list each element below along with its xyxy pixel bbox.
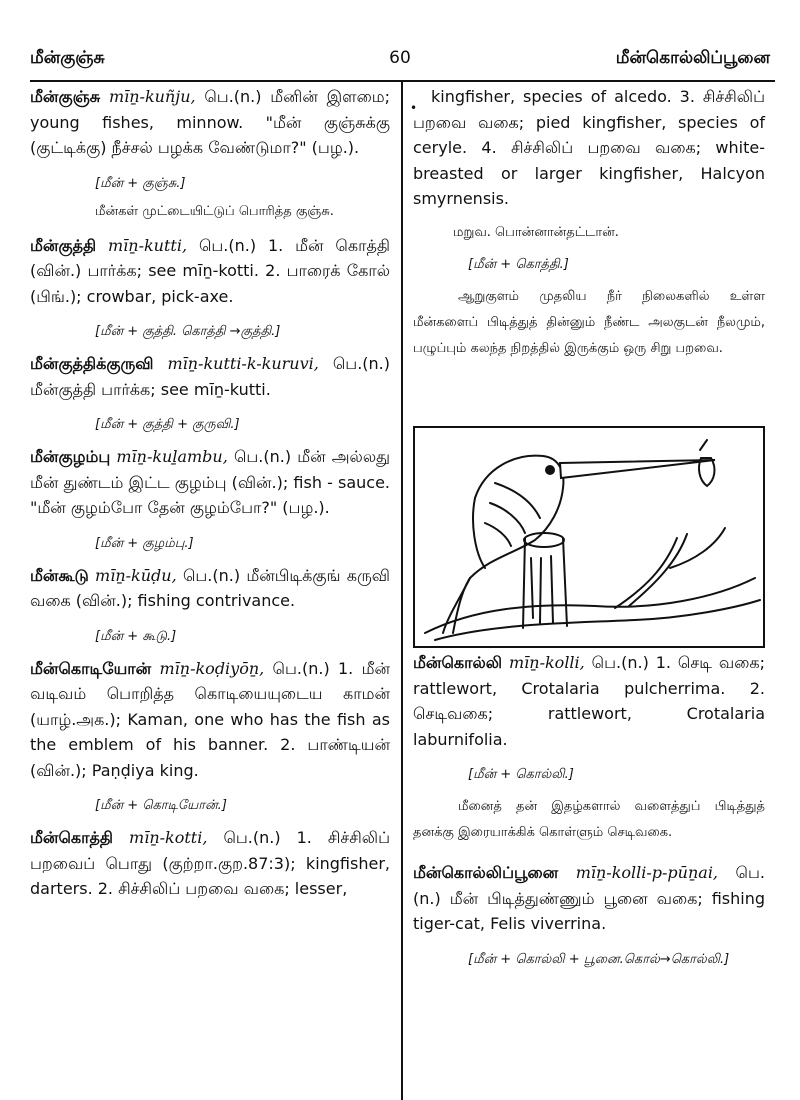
derivation: [மீன் + கொடியோன்.] [95,798,227,813]
entry [30,825,390,902]
definition: பெ.(n.) மீன்குத்தி பார்க்க; see mīṉ-kutti. [30,354,390,399]
right-column-lower [413,650,765,979]
headword: மீன்குஞ்சு [30,87,101,106]
entry [30,656,390,784]
note: மீனைத் தன் இதழ்களால் வளைத்துப் பிடித்துத் தனக்கு இரையாக்கிக் கொள்ளும் செடிவகை. [413,799,765,840]
entry [30,563,390,614]
definition: பெ.(n.) மீனின் இளமை; young fishes, minnow. "மீன் குஞ்சுக்கு (குட்டிக்கு) நீச்சல் பழக்க வேண்டுமா?" (பழ.). [30,87,390,157]
headword: மீன்கொத்தி [30,828,114,847]
headword: மீன்கொடியோன் [30,658,152,678]
entry [413,650,765,752]
headword: மீன்கொல்லி [413,653,503,672]
synonym: மறுவ. பொன்னான்தட்டான். [453,224,619,240]
derivation: [மீன் + குத்தி. கொத்தி →குத்தி.] [95,324,281,339]
transliteration: mīṉ-kolli-p-pūṉai, [575,863,719,882]
definition: பெ.(n.) 1. சிச்சிலிப் பறவைப் பொது (குற்றா.குற.87:3); kingfisher, darters. 2. சிச்சிலிப் பறவை வகை; lesser, [30,828,390,898]
transliteration: mīṉ-kutti-k-kuruvi, [167,354,319,373]
transliteration: mīṉ-kotti, [129,828,208,847]
derivation: [மீன் + கொல்லி + பூனை.கொல்→கொல்லி.] [468,951,730,967]
left-column [30,84,390,902]
transliteration: mīṉ-koḍiyōṉ, [159,658,265,678]
derivation: [மீன் + குத்தி + குருவி.] [95,417,240,432]
headword: மீன்குத்திக்குருவி [30,354,154,373]
headword: மீன்குழம்பு [30,447,111,466]
note: ஆறுகுளம் முதலிய நீர் நிலைகளில் உள்ள மீன்களைப் பிடித்துத் தின்னும் நீண்ட அலகுடன் நீலமும், பழுப்பும் கலந்த நிறத்தில் இருக்கும் ஒரு சிறு பறவை. [413,288,765,356]
right-column [413,84,765,362]
transliteration: mīṉ-kolli, [508,653,585,672]
transliteration: mīṉ-kūḍu, [95,565,177,585]
derivation: [மீன் + கூடு.] [95,628,177,644]
kingfisher-illustration [413,426,765,648]
header-left-guideword: மீன்குஞ்சு [30,48,105,68]
derivation: [மீன் + குழம்பு.] [95,535,194,551]
definition: பெ.(n.) மீன்பிடிக்குங் கருவி வகை (வின்.); fishing contrivance. [30,565,391,610]
column-divider [401,80,403,1100]
transliteration: mīṉ-kuḻambu, [116,447,228,466]
definition: பெ.(n.) 1. மீன் வடிவம் பொறித்த கொடியையுடைய காமன் (யாழ்.அக.); Kaman, one who has the fish as the emblem of his banner. 2. பாண்டியன் (வின்.); Paṇḍiya king. [30,658,391,780]
entry [413,860,765,937]
kingfisher-illustration-icon [415,428,763,646]
headword: மீன்கொல்லிப்பூனை [413,863,559,882]
entry [30,351,390,402]
page-number: 60 [389,48,411,68]
entry-continuation: kingfisher, species of alcedo. 3. சிச்சிலிப் பறவை வகை; pied kingfisher, species of ceryle. 4. சிச்சிலிப் பறவை வகை; white-breasted or larger kingfisher, Halcyon smyrnensis. [413,87,765,208]
derivation: [மீன் + குஞ்சு.] [95,175,186,191]
header-right-guideword: மீன்கொல்லிப்பூனை [615,48,770,68]
transliteration: mīṉ-kutti, [107,235,188,255]
headword: மீன்கூடு [30,565,89,585]
entry [30,444,390,521]
note: மீன்கள் முட்டையிட்டுப் பொரித்த குஞ்சு. [95,203,334,219]
derivation: [மீன் + கொத்தி.] [468,256,569,272]
entry [30,233,390,310]
derivation: [மீன் + கொல்லி.] [468,767,574,782]
headword: மீன்குத்தி [30,235,97,255]
entry [30,84,390,161]
definition: பெ.(n.) மீன் அல்லது மீன் துண்டம் இட்ட குழம்பு (வின்.); fish - sauce. "மீன் குழம்போ தேன் குழம்போ?" (பழ.). [30,447,390,517]
definition: பெ.(n.) 1. மீன் கொத்தி (வின்.) பார்க்க; see mīṉ-kotti. 2. பாரைக் கோல் (பிங்.); crowbar, pick-axe. [30,235,391,306]
transliteration: mīṉ-kuñju, [108,87,196,106]
page-header [30,48,770,78]
definition: பெ.(n.) மீன் பிடித்துண்ணும் பூனை வகை; fishing tiger-cat, Felis viverrina. [413,863,765,933]
bullet-mark: • [410,101,418,115]
definition: பெ.(n.) 1. செடி வகை; rattlewort, Crotalaria pulcherrima. 2. செடிவகை; rattlewort, Crotalaria laburnifolia. [413,653,765,749]
